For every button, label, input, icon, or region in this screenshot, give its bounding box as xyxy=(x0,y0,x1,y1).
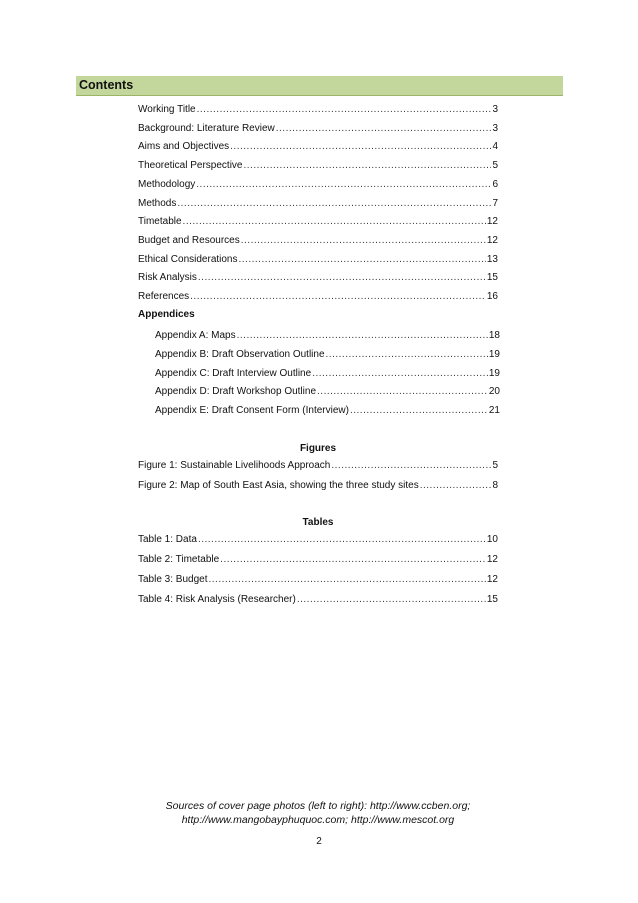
toc-entry-page: 6 xyxy=(492,178,498,190)
toc-entry xyxy=(138,103,498,117)
dot-leader xyxy=(183,215,486,229)
dot-leader xyxy=(237,329,488,343)
toc-entry xyxy=(138,140,498,154)
toc-entry-page: 7 xyxy=(492,197,498,209)
dot-leader xyxy=(276,122,492,136)
toc-entry xyxy=(138,271,498,285)
appendices-heading: Appendices xyxy=(138,309,195,320)
toc-entry-title: Timetable xyxy=(138,216,182,228)
toc-entry-title: Table 1: Data xyxy=(138,534,197,545)
dot-leader xyxy=(241,234,486,248)
dot-leader xyxy=(350,404,488,418)
toc-entry xyxy=(155,348,500,362)
toc-entry-title: Table 3: Budget xyxy=(138,574,208,585)
toc-entry-title: Figure 1: Sustainable Livelihoods Approach xyxy=(138,460,331,471)
toc-entry-title: Table 4: Risk Analysis (Researcher) xyxy=(138,594,296,605)
toc-entry-page: 19 xyxy=(488,348,500,360)
toc-entry xyxy=(138,593,498,607)
tables-heading: Tables xyxy=(302,517,334,528)
toc-entry-title: Appendix E: Draft Consent Form (Interview) xyxy=(155,405,349,417)
toc-entry-title: References xyxy=(138,291,190,302)
dot-leader xyxy=(196,178,491,192)
contents-title: Contents xyxy=(79,78,134,92)
toc-entry-title: Methodology xyxy=(138,178,196,190)
dot-leader xyxy=(326,348,488,362)
dot-leader xyxy=(177,197,491,211)
dot-leader xyxy=(190,290,486,304)
toc-entry-page: 20 xyxy=(488,386,500,398)
toc-entry-title: Appendix D: Draft Workshop Outline xyxy=(155,386,317,398)
toc-entry-page: 19 xyxy=(488,367,500,379)
cover-photo-credits xyxy=(138,799,498,827)
figures-heading: Figures xyxy=(299,443,337,454)
toc-entry-page: 12 xyxy=(486,216,498,228)
credits-line-2: http://www.mangobayphuquoc.com; http://www.mescot.org xyxy=(181,814,455,826)
toc-entry xyxy=(155,404,500,418)
toc-entry xyxy=(138,253,498,267)
toc-entry xyxy=(138,178,498,192)
toc-entry-title: Working Title xyxy=(138,104,196,115)
toc-entry-page: 10 xyxy=(486,534,498,545)
dot-leader xyxy=(331,459,491,473)
toc-entry-title: Budget and Resources xyxy=(138,234,240,246)
toc-entry xyxy=(155,385,500,399)
dot-leader xyxy=(198,533,486,547)
toc-entry-page: 18 xyxy=(488,330,500,341)
dot-leader xyxy=(220,553,486,567)
toc-entry xyxy=(138,215,498,229)
toc-entry-page: 4 xyxy=(492,141,498,153)
toc-entry-page: 5 xyxy=(492,160,498,172)
toc-entry-title: Appendix B: Draft Observation Outline xyxy=(155,348,325,360)
toc-entry-page: 12 xyxy=(486,234,498,246)
toc-entry xyxy=(138,459,498,473)
dot-leader xyxy=(420,479,492,493)
credits-line-1: Sources of cover page photos (left to right): http://www.ccben.org; xyxy=(165,800,471,812)
toc-entry xyxy=(138,197,498,211)
dot-leader xyxy=(297,593,486,607)
toc-entry xyxy=(138,573,498,587)
toc-entry-title: Background: Literature Review xyxy=(138,122,275,134)
dot-leader xyxy=(239,253,486,267)
toc-entry-page: 13 xyxy=(486,253,498,265)
dot-leader xyxy=(209,573,486,587)
toc-entry-page: 3 xyxy=(492,122,498,134)
toc-entry-title: Appendix C: Draft Interview Outline xyxy=(155,367,312,379)
toc-entry-title: Aims and Objectives xyxy=(138,141,230,153)
toc-entry-page: 15 xyxy=(486,594,498,605)
toc-entry xyxy=(138,553,498,567)
toc-entry-title: Appendix A: Maps xyxy=(155,330,236,341)
toc-entry-title: Methods xyxy=(138,197,177,209)
toc-entry-page: 15 xyxy=(486,272,498,284)
toc-entry xyxy=(138,159,498,173)
toc-entry-title: Risk Analysis xyxy=(138,272,197,284)
toc-entry-title: Theoretical Perspective xyxy=(138,160,243,172)
toc-entry xyxy=(155,367,500,381)
toc-entry xyxy=(138,290,498,304)
contents-heading-bar xyxy=(76,76,563,96)
toc-entry-page: 21 xyxy=(488,405,500,417)
toc-entry xyxy=(138,479,498,493)
dot-leader xyxy=(317,385,488,399)
dot-leader xyxy=(244,159,492,173)
toc-entry-title: Table 2: Timetable xyxy=(138,554,220,565)
dot-leader xyxy=(230,140,491,154)
toc-entry xyxy=(138,234,498,248)
toc-entry-page: 12 xyxy=(486,554,498,565)
toc-entry xyxy=(138,122,498,136)
toc-entry xyxy=(155,329,500,343)
dot-leader xyxy=(198,271,486,285)
dot-leader xyxy=(312,367,488,381)
toc-entry-page: 3 xyxy=(492,104,498,115)
page-number: 2 xyxy=(316,836,322,847)
toc-entry-page: 8 xyxy=(492,480,498,491)
toc-entry-page: 12 xyxy=(486,574,498,585)
toc-entry-title: Ethical Considerations xyxy=(138,253,238,265)
toc-entry xyxy=(138,533,498,547)
dot-leader xyxy=(197,103,492,117)
toc-entry-page: 16 xyxy=(486,291,498,302)
toc-entry-title: Figure 2: Map of South East Asia, showing the three study sites xyxy=(138,480,419,491)
toc-entry-page: 5 xyxy=(492,460,498,471)
